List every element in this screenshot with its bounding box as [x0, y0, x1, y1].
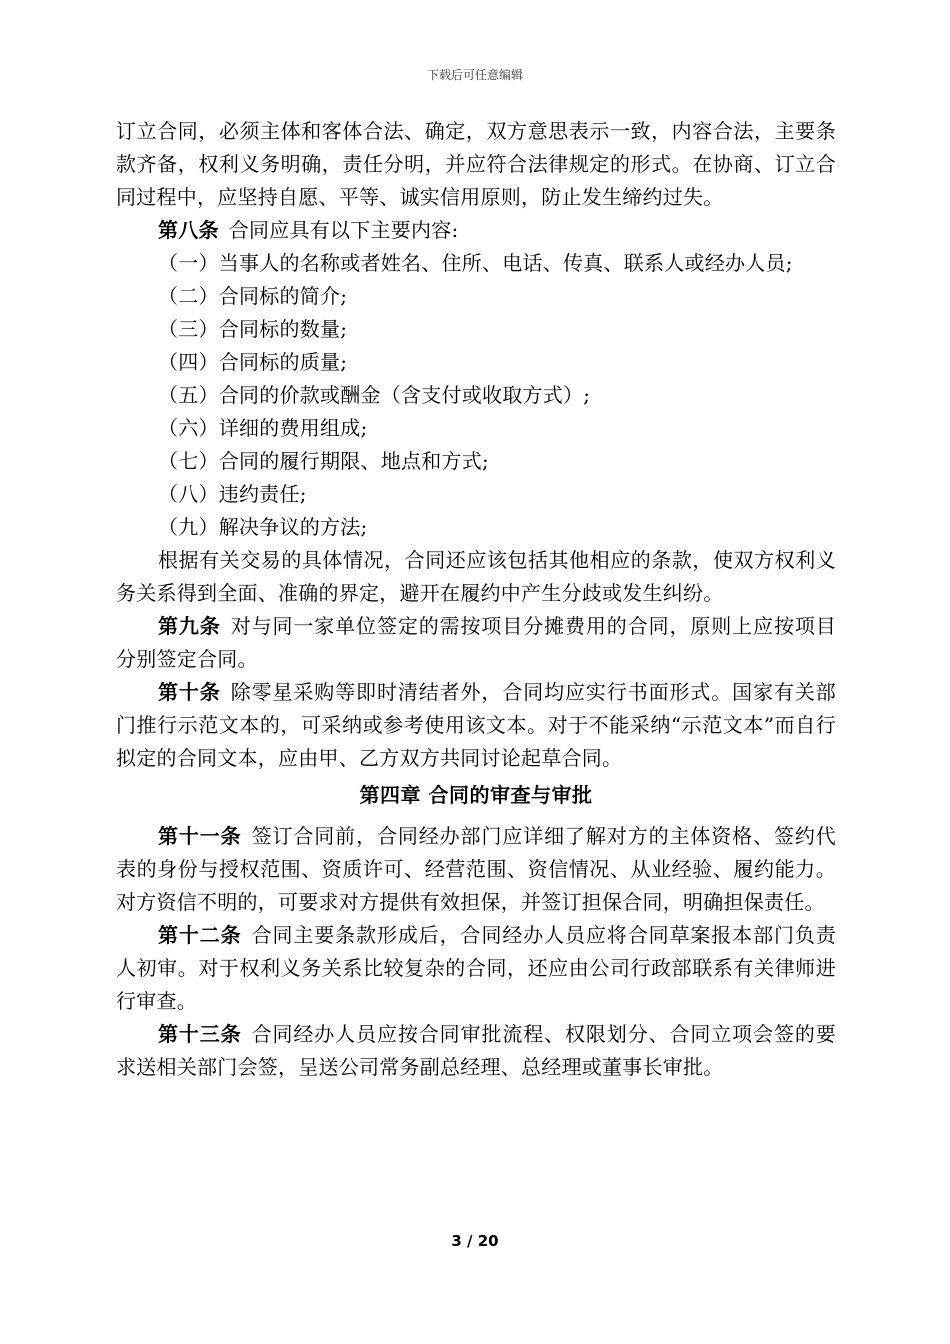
article-8	[116, 214, 836, 247]
list-item: （五）合同的价款或酬金（含支付或收取方式）;	[158, 383, 591, 407]
list-item: （三）合同标的数量;	[158, 317, 348, 341]
list-item: （二）合同标的简介;	[158, 284, 348, 308]
article-9-text: 对与同一家单位签定的需按项目分摊费用的合同，原则上应按项目分别签定合同。	[116, 614, 837, 671]
document-body	[116, 115, 836, 1084]
paragraph-other-terms: 根据有关交易的具体情况，合同还应该包括其他相应的条款，使双方权利义务关系得到全面、准确的界定，避开在履约中产生分歧或发生纠纷。	[116, 548, 836, 605]
article-11	[116, 820, 836, 919]
list-item: （八）违约责任;	[158, 482, 307, 506]
article-9	[116, 610, 836, 676]
list-item: （九）解决争议的方法;	[158, 515, 368, 539]
article-9-label: 第九条	[158, 614, 221, 638]
article-13-text: 合同经办人员应按合同审批流程、权限划分、合同立项会签的要求送相关部门会签，呈送公司常务副总经理、总经理或董事长审批。	[116, 1022, 837, 1079]
list-item: （一）当事人的名称或者姓名、住所、电话、传真、联系人或经办人员;	[158, 251, 793, 275]
paragraph-contract-principles: 订立合同，必须主体和客体合法、确定，双方意思表示一致，内容合法，主要条款齐备，权利义务明确，责任分明，并应符合法律规定的形式。在协商、订立合同过程中，应坚持自愿、平等、诚实信用原则，防止发生缔约过失。	[116, 119, 836, 209]
list-item: （七）合同的履行期限、地点和方式;	[158, 449, 489, 473]
article-12-text: 合同主要条款形成后，合同经办人员应将合同草案报本部门负责人初审。对于权利义务关系比较复杂的合同，还应由公司行政部联系有关律师进行审查。	[116, 923, 837, 1013]
page-header: 下载后可任意编辑	[426, 68, 523, 82]
list-item: （四）合同标的质量;	[158, 350, 348, 374]
article-11-text: 签订合同前，合同经办部门应详细了解对方的主体资格、签约代表的身份与授权范围、资质许可、经营范围、资信情况、从业经验、履约能力。对方资信不明的，可要求对方提供有效担保，并签订担保合同，明确担保责任。	[116, 824, 837, 914]
article-10-label: 第十条	[158, 680, 221, 704]
article-13	[116, 1018, 836, 1084]
article-11-label: 第十一条	[158, 824, 242, 848]
article-10-text: 除零星采购等即时清结者外，合同均应实行书面形式。国家有关部门推行示范文本的，可采纳或参考使用该文本。对于不能采纳“示范文本”而自行拟定的合同文本，应由甲、乙方双方共同讨论起草合同。	[116, 680, 837, 770]
page-number: 3 / 20	[451, 1232, 499, 1250]
article-10	[116, 676, 836, 775]
article-8-label: 第八条	[158, 218, 219, 242]
article-13-label: 第十三条	[158, 1022, 242, 1046]
article-8-text: 合同应具有以下主要内容:	[228, 218, 459, 242]
chapter-4-heading: 第四章 合同的审查与审批	[359, 783, 593, 807]
article-12-label: 第十二条	[158, 923, 242, 947]
article-12	[116, 919, 836, 1018]
list-item: （六）详细的费用组成;	[158, 416, 368, 440]
